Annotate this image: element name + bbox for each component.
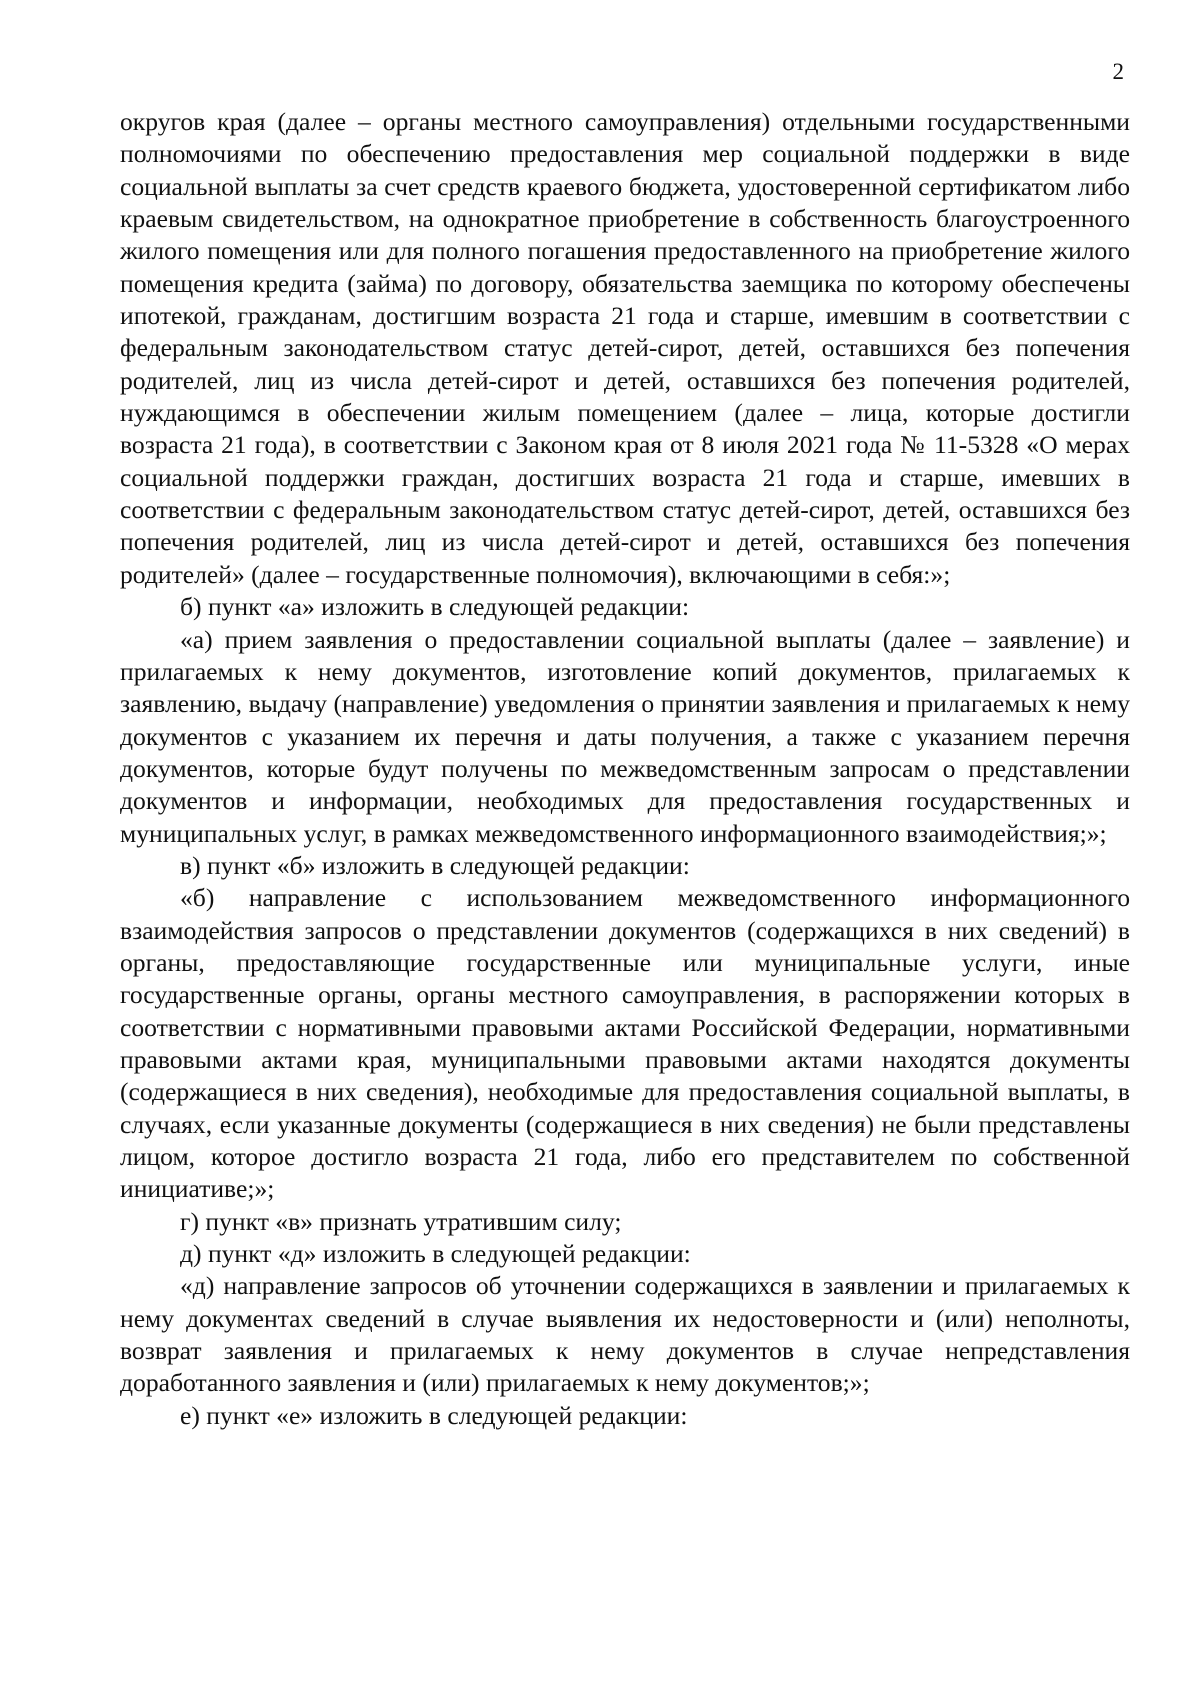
paragraph-item-b-text: «б) направление с использованием межведомственного информационного взаимодействия запросов о представлении документов (содержащихся в них сведений) в органы, предоставляющие государственные или муниципальные услуги, иные государственные органы, органы местного самоуправления, в распоряжении которых в соответствии с нормативными правовыми актами Российской Федерации, нормативными правовыми актами края, муниципальными правовыми актами находятся документы (содержащиеся в них сведения), необходимые для предоставления социальной выплаты, в случаях, если указанные документы (содержащиеся в них сведения) не были представлены лицом, которое достигло возраста 21 года, либо его представителем по собственной инициативе;»; (120, 883, 1130, 1204)
paragraph-item-d-text: «д) направление запросов об уточнении содержащихся в заявлении и прилагаемых к нему документах сведений в случае выявления их недостоверности и (или) неполноты, возврат заявления и прилагаемых к нему документов в случае непредставления доработанного заявления и (или) прилагаемых к нему документов;»; (120, 1271, 1130, 1398)
paragraph-item-v-heading: в) пункт «б» изложить в следующей редакции: (180, 850, 690, 880)
paragraph-item-b-heading: б) пункт «а» изложить в следующей редакции: (180, 592, 690, 622)
paragraph-item-a-text: «а) прием заявления о предоставлении социальной выплаты (далее – заявление) и прилагаемых к нему документов, изготовление копий документов, прилагаемых к заявлению, выдачу (направление) уведомления о принятии заявления и прилагаемых к нему документов с указанием их перечня и даты получения, а также с указанием перечня документов, которые будут получены по межведомственным запросам о представлении документов и информации, необходимых для предоставления государственных и муниципальных услуг, в рамках межведомственного информационного взаимодействия;»; (120, 624, 1130, 848)
paragraph-item-d-heading: д) пункт «д» изложить в следующей редакции: (180, 1239, 691, 1269)
paragraph-item-g: г) пункт «в» признать утратившим силу; (180, 1206, 622, 1236)
document-body (120, 106, 1130, 1432)
page-number: 2 (1112, 59, 1124, 84)
paragraph-item-e-heading: е) пункт «е» изложить в следующей редакции: (180, 1400, 688, 1430)
paragraph-continuation: округов края (далее – органы местного самоуправления) отдельными государственными полномочиями по обеспечению предоставления мер социальной поддержки в виде социальной выплаты за счет средств краевого бюджета, удостоверенной сертификатом либо краевым свидетельством, на однократное приобретение в собственность благоустроенного жилого помещения или для полного погашения предоставленного на приобретение жилого помещения кредита (займа) по договору, обязательства заемщика по которому обеспечены ипотекой, гражданам, достигшим возраста 21 года и старше, имевшим в соответствии с федеральным законодательством статус детей-сирот, детей, оставшихся без попечения родителей, лиц из числа детей-сирот и детей, оставшихся без попечения родителей, нуждающимся в обеспечении жилым помещением (далее – лица, которые достигли возраста 21 года), в соответствии с Законом края от 8 июля 2021 года № 11-5328 «О мерах социальной поддержки граждан, достигших возраста 21 года и старше, имевших в соответствии с федеральным законодательством статус детей-сирот, детей, оставшихся без попечения родителей, лиц из числа детей-сирот и детей, оставшихся без попечения родителей» (далее – государственные полномочия), включающими в себя:»; (120, 107, 1130, 589)
